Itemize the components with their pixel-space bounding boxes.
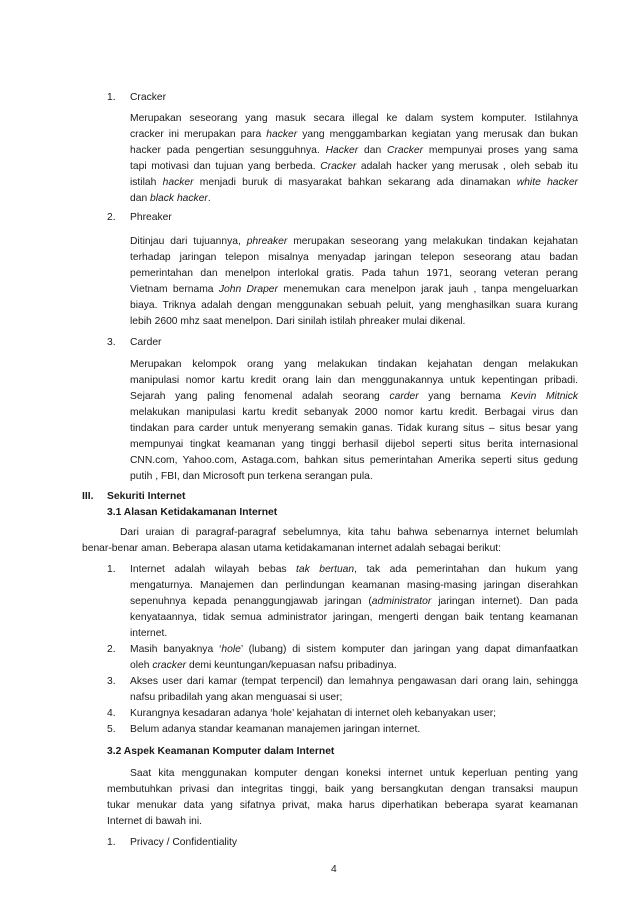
paragraph-line: benar-benar aman. Beberapa alasan utama ketidakamanan internet adalah sebagai berikut: (82, 543, 502, 554)
page-number: 4 (331, 864, 337, 875)
paragraph-line: Merupakan seseorang yang masuk secara illegal ke dalam system komputer. Istilahnya (130, 113, 578, 124)
paragraph-line: Kurangnya kesadaran adanya ‘hole’ kejahatan di internet oleh kebanyakan user; (130, 708, 496, 719)
paragraph-line: pemerintahan dan menelpon interlokal gratis. Pada tahun 1971, seorang veteran perang (130, 268, 578, 279)
item-title-phreaker: Phreaker (130, 212, 172, 223)
paragraph-line: Akses user dari kamar (tempat terpencil) dan lemahnya pengawasan dari orang lain, sehingga (130, 676, 578, 687)
list-number: 1. (107, 837, 116, 848)
list-number: 3. (107, 337, 116, 348)
section-number: III. (82, 491, 94, 502)
paragraph-line: Masih banyaknya ‘hole’ (lubang) di sistem komputer dan jaringan yang dapat dimanfaatkan (130, 644, 578, 655)
paragraph-line: biaya. Triknya adalah dengan menggunakan sebuah peluit, yang menghasilkan suara kurang (130, 300, 578, 311)
paragraph-line: hacker pada pengertian sesungguhnya. Hacker dan Cracker mempunyai proses yang sama (130, 145, 578, 156)
paragraph-line: CNN.com, Yahoo.com, Astaga.com, bahkan situs pemerintahan Amerika seperti situs gedung (130, 455, 578, 466)
paragraph-line: istilah hacker menjadi buruk di masyarakat bahkan sekarang ada dinamakan white hacker (130, 177, 578, 188)
paragraph-line: Internet adalah wilayah bebas tak bertuan, tak ada pemerintahan dan hukum yang (130, 564, 578, 575)
paragraph-line: tapi motivasi dan tujuan yang berbeda. Cracker adalah hacker yang merusak , oleh sebab itu (130, 161, 578, 172)
paragraph-line: cracker ini merupakan para hacker yang menggambarkan kegiatan yang merusak dan bukan (130, 129, 578, 140)
paragraph-line: mempunyai tingkat keamanan yang tinggi berhasil dijebol seperti situs berita internasional (130, 439, 578, 450)
paragraph-line: Saat kita menggunakan komputer dengan koneksi internet untuk keperluan penting yang (130, 768, 578, 779)
paragraph-line: nafsu pribadilah yang akan menguasai si user; (130, 692, 343, 703)
paragraph-line: manipulasi nomor kartu kredit orang lain dan menggunakannya untuk kepentingan pribadi. (130, 375, 578, 386)
paragraph-line: Merupakan kelompok orang yang melakukan tindakan kejahatan dengan melakukan (130, 359, 578, 370)
paragraph-line: Ditinjau dari tujuannya, phreaker merupakan seseorang yang melakukan tindakan kejahatan (130, 236, 578, 247)
list-number: 2. (107, 644, 116, 655)
section-title: Sekuriti Internet (107, 491, 186, 502)
paragraph-line: Belum adanya standar keamanan manajemen jaringan internet. (130, 724, 421, 735)
paragraph-line: melakukan manipulasi kartu kredit sebanyak 2000 nomor kartu kredit. Berbagai virus dan (130, 407, 578, 418)
paragraph-line: dan black hacker. (130, 193, 211, 204)
paragraph-line: oleh cracker demi keuntungan/kepuasan nafsu pribadinya. (130, 660, 397, 671)
paragraph-line: internet. (130, 628, 168, 639)
list-number: 1. (107, 92, 116, 103)
list-number: 1. (107, 564, 116, 575)
list-item: Privacy / Confidentiality (130, 837, 238, 848)
list-number: 4. (107, 708, 116, 719)
paragraph-line: Internet di bawah ini. (107, 816, 203, 827)
paragraph-line: lebih 2600 mhz saat menelpon. Dari sinilah istilah phreaker mulai dikenal. (130, 316, 466, 327)
paragraph-line: Dari uraian di paragraf-paragraf sebelumnya, kita tahu bahwa sebenarnya internet belumlah (120, 527, 578, 538)
paragraph-line: tukar menukar data yang sifatnya privat, maka harus diperhatikan beberapa syarat keamanan (107, 800, 578, 811)
paragraph-line: Sejarah yang paling fenomenal adalah seorang carder yang bernama Kevin Mitnick (130, 391, 579, 402)
paragraph-line: putih , FBI, dan Microsoft pun terkena serangan pula. (130, 471, 373, 482)
paragraph-line: membutuhkan privasi dan integritas tinggi, baik yang bersangkutan dengan transaksi maupun (107, 784, 578, 795)
subsection-title: 3.1 Alasan Ketidakamanan Internet (107, 507, 278, 518)
paragraph-line: tindakan para carder untuk menyerang semakin ganas. Tidak kurang situs – situs besar yang (130, 423, 578, 434)
list-number: 2. (107, 212, 116, 223)
paragraph-line: mengaturnya. Manajemen dan perlindungan keamanan masing-masing jaringan diserahkan (130, 580, 578, 591)
subsection-title: 3.2 Aspek Keamanan Komputer dalam Internet (107, 746, 335, 757)
item-title-carder: Carder (130, 337, 162, 348)
list-number: 5. (107, 724, 116, 735)
item-title-cracker: Cracker (130, 92, 167, 103)
paragraph-line: kenyataannya, tidak semua administrator jaringan, mengerti dengan baik tentang keamanan (130, 612, 578, 623)
paragraph-line: Vietnam bernama John Draper menemukan cara menelpon jarak jauh , tanpa mengeluarkan (130, 284, 578, 295)
list-number: 3. (107, 676, 116, 687)
paragraph-line: sepenuhnya kepada penanggungjawab jaringan (administrator jaringan internet). Dan pada (130, 596, 579, 607)
paragraph-line: terhadap jaringan telepon misalnya menyadap jaringan telepon seseorang atau badan (130, 252, 578, 263)
